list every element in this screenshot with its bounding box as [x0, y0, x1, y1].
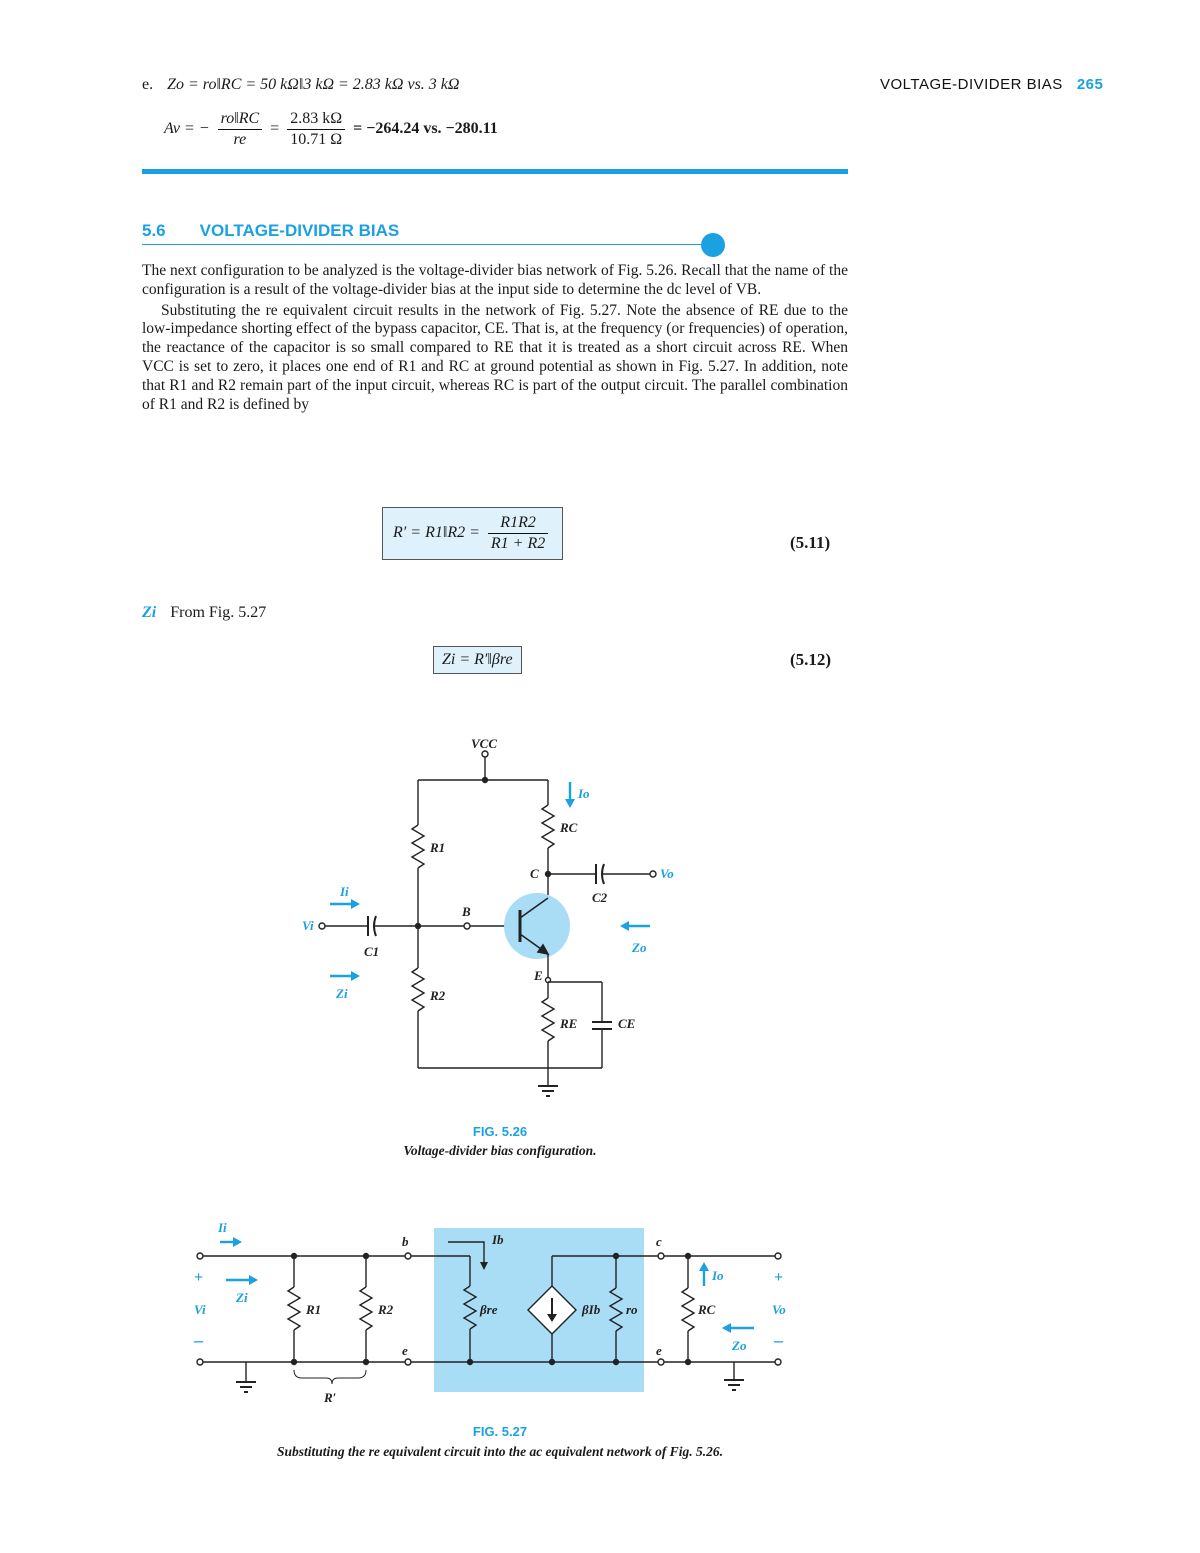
rprime-brace: [294, 1370, 366, 1384]
equation-5-11-number: (5.11): [790, 533, 831, 552]
label-plus-right: +: [774, 1269, 784, 1286]
label-c1: C1: [364, 944, 380, 959]
label-ii: Ii: [218, 1220, 227, 1235]
fig-5-27-circuit: [180, 1210, 810, 1420]
av-frac1-den: re: [233, 131, 247, 148]
body-text: [142, 262, 848, 414]
rc-resistor: [542, 805, 554, 848]
equation-5-11-box: [382, 507, 563, 560]
av-fraction-1: [218, 110, 263, 149]
vo-terminal: [650, 871, 656, 877]
av-frac2-den: 10.71 Ω: [290, 131, 343, 148]
label-r2: R2: [430, 988, 446, 1003]
section-dot: [701, 233, 725, 257]
label-ii: Ii: [340, 884, 349, 899]
section-number: 5.6: [142, 221, 166, 240]
label-zi: Zi: [236, 1290, 248, 1305]
label-ro: ro: [626, 1302, 638, 1317]
r2-resistor: [412, 968, 424, 1011]
label-b: B: [462, 904, 471, 919]
zo-expression: Zo = ro‖RC = 50 kΩ‖3 kΩ = 2.83 kΩ vs. 3 kΩ: [167, 76, 460, 93]
r2-resistor: [360, 1287, 372, 1330]
label-plus-left: +: [194, 1269, 204, 1286]
label-e-right: e: [656, 1343, 662, 1358]
label-zo: Zo: [632, 940, 647, 955]
zi-subhead: [142, 604, 266, 622]
label-rc: RC: [560, 820, 578, 835]
label-ib: Ib: [492, 1232, 504, 1247]
vi-terminal: [319, 923, 325, 929]
fig-5-26-number: FIG. 5.26: [472, 1124, 528, 1139]
running-head: [880, 76, 1103, 93]
section-heading: [142, 221, 399, 241]
label-re: RE: [560, 1016, 578, 1031]
equation-5-12-box: [433, 646, 522, 674]
zi-symbol: Zi: [142, 604, 157, 621]
eq512-body: Zi = R′‖βre: [442, 651, 513, 668]
fig-5-26-caption: Voltage-divider bias configuration.: [403, 1143, 597, 1158]
av-equation: [164, 110, 498, 149]
label-minus-right: –: [774, 1330, 783, 1350]
av-fraction-2: [287, 110, 345, 149]
label-c: C: [530, 866, 539, 881]
label-rc: RC: [698, 1302, 716, 1317]
eq511-den: R1 + R2: [490, 535, 546, 552]
paragraph-1: The next configuration to be analyzed is the voltage-divider bias network of Fig. 5.26. Recall that the name of the configuration is a result of the voltage-divider bias at the input side to determine the dc level of VB.: [142, 262, 848, 298]
label-r2: R2: [378, 1302, 394, 1317]
fig-5-27-caption: Substituting the re equivalent circuit into the ac equivalent network of Fig. 5.26.: [277, 1444, 723, 1459]
equation-5-12-number: (5.12): [790, 650, 832, 669]
label-rprime: R′: [324, 1390, 337, 1405]
label-io: Io: [712, 1268, 724, 1283]
fig-5-27-number: FIG. 5.27: [472, 1424, 528, 1439]
eq511-num: R1R2: [488, 514, 548, 534]
zo-equation: [142, 76, 459, 94]
running-title: VOLTAGE-DIVIDER BIAS: [880, 76, 1063, 93]
av-frac2-num: 2.83 kΩ: [287, 110, 345, 130]
r1-resistor: [412, 825, 424, 868]
label-vi: Vi: [302, 918, 314, 933]
av-result: = −264.24 vs. −280.11: [353, 120, 498, 138]
label-io: Io: [578, 786, 590, 801]
label-vi: Vi: [194, 1302, 206, 1317]
label-vo: Vo: [772, 1302, 786, 1317]
label-minus-left: –: [194, 1330, 203, 1350]
label-e-left: e: [402, 1343, 408, 1358]
r1-resistor: [288, 1287, 300, 1330]
eq511-fraction: [488, 514, 548, 553]
re-resistor: [542, 998, 554, 1041]
label-c-top: c: [656, 1234, 662, 1249]
av-frac1-num: ro‖RC: [218, 110, 263, 130]
section-heading-rule: [142, 244, 712, 245]
vcc-terminal: [482, 751, 488, 757]
item-label: e.: [142, 76, 154, 93]
label-bib: βIb: [582, 1302, 601, 1317]
section-title: VOLTAGE-DIVIDER BIAS: [199, 221, 400, 240]
av-lhs: Av = −: [164, 120, 210, 138]
rc-resistor: [682, 1288, 694, 1331]
transistor-highlight: [504, 893, 570, 959]
label-vo: Vo: [660, 866, 674, 881]
label-zo: Zo: [732, 1338, 747, 1353]
label-r1: R1: [430, 840, 446, 855]
av-equals: =: [270, 120, 280, 138]
label-r1: R1: [306, 1302, 322, 1317]
zi-text: From Fig. 5.27: [170, 604, 267, 621]
label-e: E: [534, 968, 543, 983]
label-zi: Zi: [336, 986, 348, 1001]
label-ce: CE: [618, 1016, 636, 1031]
page-number: 265: [1076, 76, 1104, 93]
blue-rule: [142, 169, 848, 174]
label-c2: C2: [592, 890, 608, 905]
label-bre: βre: [480, 1302, 498, 1317]
label-b: b: [402, 1234, 409, 1249]
paragraph-2: Substituting the re equivalent circuit results in the network of Fig. 5.27. Note the absence of RE due to the low-impedance shorting effect of the bypass capacitor, CE. That is, at the frequency (or frequencies) of operation, the reactance of the capacitor is so small compared to RE that it is treated as a short circuit across RE. When VCC is set to zero, it places one end of R1 and RC at ground potential as shown in Fig. 5.27. In addition, note that R1 and R2 remain part of the input circuit, whereas RC is part of the output circuit. The parallel combination of R1 and R2 is defined by: [142, 301, 848, 413]
eq511-lhs: R′ = R1‖R2 =: [393, 524, 480, 542]
label-vcc: VCC: [471, 736, 498, 751]
fig-5-26-circuit: [280, 730, 700, 1110]
